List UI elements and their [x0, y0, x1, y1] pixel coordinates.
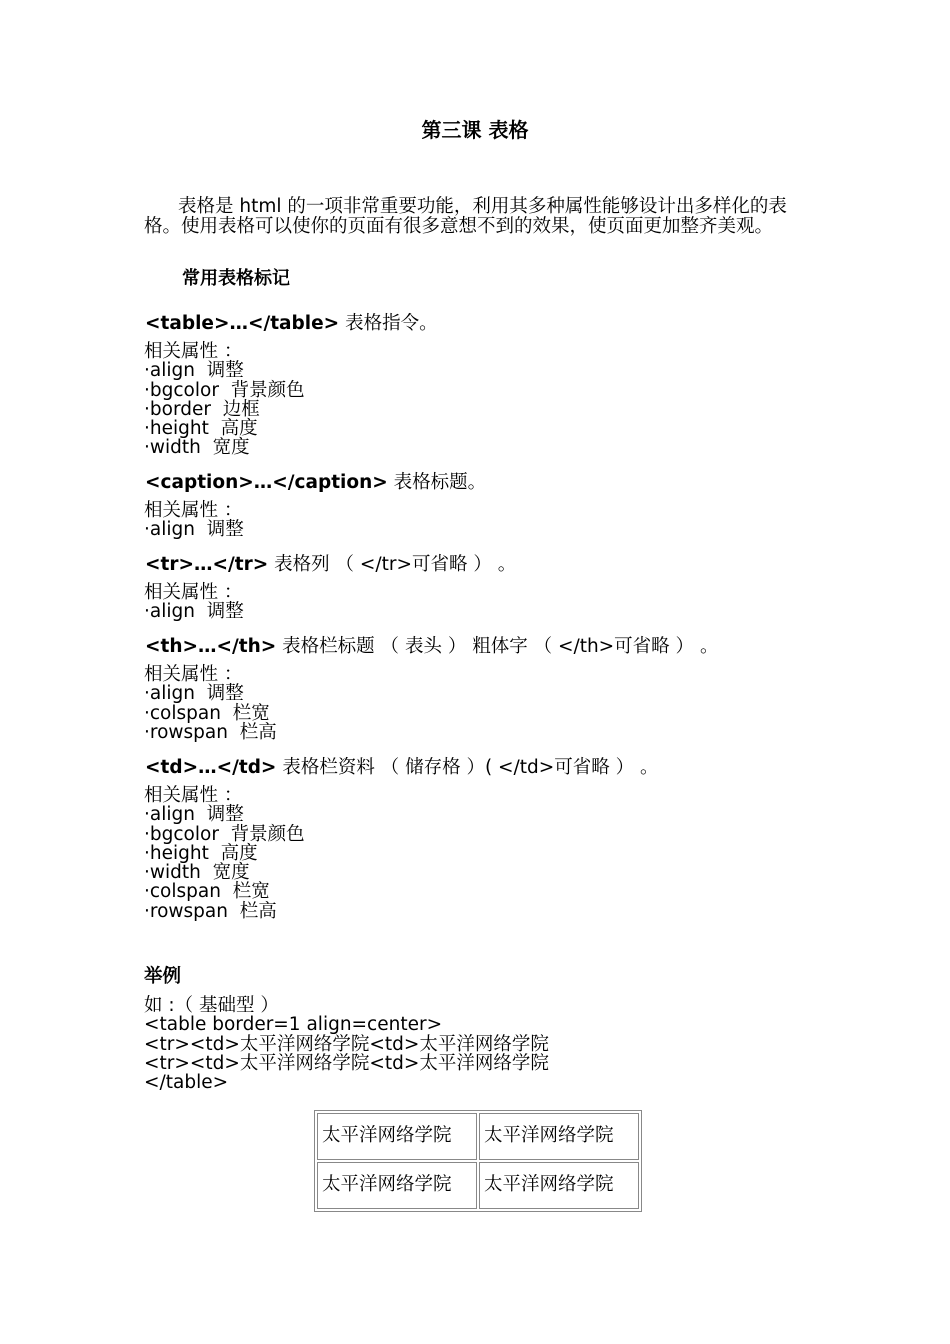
code-line: </table>	[144, 1072, 229, 1094]
tag-tr	[145, 550, 516, 576]
attr-item: ·align 调整	[144, 360, 244, 382]
tag-code: <th>…</th>	[145, 636, 277, 657]
tag-desc: 表格指令。	[339, 313, 438, 334]
tag-table	[145, 309, 438, 335]
attr-item: ·width 宽度	[144, 862, 250, 884]
table-row	[317, 1162, 639, 1209]
intro-paragraph	[144, 197, 814, 237]
attr-item: ·height 高度	[144, 418, 258, 440]
tag-td-attrs	[144, 786, 305, 921]
attr-item: ·colspan 栏宽	[144, 702, 270, 724]
attr-label: 相关属性 ：	[144, 341, 243, 362]
attr-label: 相关属性 ：	[144, 582, 243, 603]
attr-item: ·align 调整	[144, 519, 244, 541]
tag-code: <tr>…</tr>	[145, 554, 269, 575]
table-cell: 太平洋网络学院	[317, 1113, 477, 1160]
tag-th	[145, 632, 718, 658]
table-cell: 太平洋网络学院	[317, 1162, 477, 1209]
code-line: 如 :（ 基础型 ）	[144, 995, 279, 1016]
page-title: 第三课 表格	[421, 118, 529, 142]
attr-item: ·align 调整	[144, 683, 244, 705]
tag-desc: 表格列 （ </tr>可省略 ） 。	[268, 554, 517, 575]
tag-table-attrs	[144, 342, 305, 458]
attr-item: ·border 边框	[144, 398, 260, 420]
attr-item: ·rowspan 栏高	[144, 721, 277, 743]
attr-item: ·colspan 栏宽	[144, 881, 270, 903]
tag-th-attrs	[144, 665, 277, 742]
tag-caption-attrs	[144, 501, 244, 540]
attr-item: ·height 高度	[144, 842, 258, 864]
attr-item: ·bgcolor 背景颜色	[144, 823, 305, 845]
tag-code: <td>…</td>	[145, 757, 277, 778]
attr-label: 相关属性 ：	[144, 664, 243, 685]
section-heading: 常用表格标记	[182, 268, 290, 289]
attr-label: 相关属性 ：	[144, 500, 243, 521]
attr-item: ·align 调整	[144, 804, 244, 826]
intro-line-2: 格。使用表格可以使你的页面有很多意想不到的效果，使页面更加整齐美观。	[144, 216, 774, 237]
table-cell: 太平洋网络学院	[479, 1113, 639, 1160]
attr-item: ·width 宽度	[144, 437, 250, 459]
tag-td	[145, 753, 659, 779]
tag-tr-attrs	[144, 583, 244, 622]
code-line: <tr><td>太平洋网络学院<td>太平洋网络学院	[144, 1033, 549, 1055]
attr-item: ·align 调整	[144, 601, 244, 623]
tag-caption	[145, 468, 486, 494]
tag-desc: 表格标题。	[387, 472, 487, 493]
attr-item: ·rowspan 栏高	[144, 900, 277, 922]
intro-line-1: 表格是 html 的一项非常重要功能，利用其多种属性能够设计出多样化的表	[178, 196, 787, 217]
code-line: <table border=1 align=center>	[144, 1014, 443, 1036]
attr-label: 相关属性 ：	[144, 785, 243, 806]
attr-item: ·bgcolor 背景颜色	[144, 379, 305, 401]
example-table	[314, 1110, 642, 1212]
example-code	[144, 996, 549, 1092]
example-heading: 举例	[144, 966, 182, 987]
table-cell: 太平洋网络学院	[479, 1162, 639, 1209]
table-row	[317, 1113, 639, 1160]
tag-code: <caption>…</caption>	[145, 472, 388, 493]
tag-desc: 表格栏标题 （ 表头 ） 粗体字 （ </th>可省略 ） 。	[276, 636, 719, 657]
code-line: <tr><td>太平洋网络学院<td>太平洋网络学院	[144, 1052, 549, 1074]
tag-code: <table>…</table>	[145, 313, 340, 334]
tag-desc: 表格栏资料 （ 储存格 ）( </td>可省略 ） 。	[276, 757, 659, 778]
